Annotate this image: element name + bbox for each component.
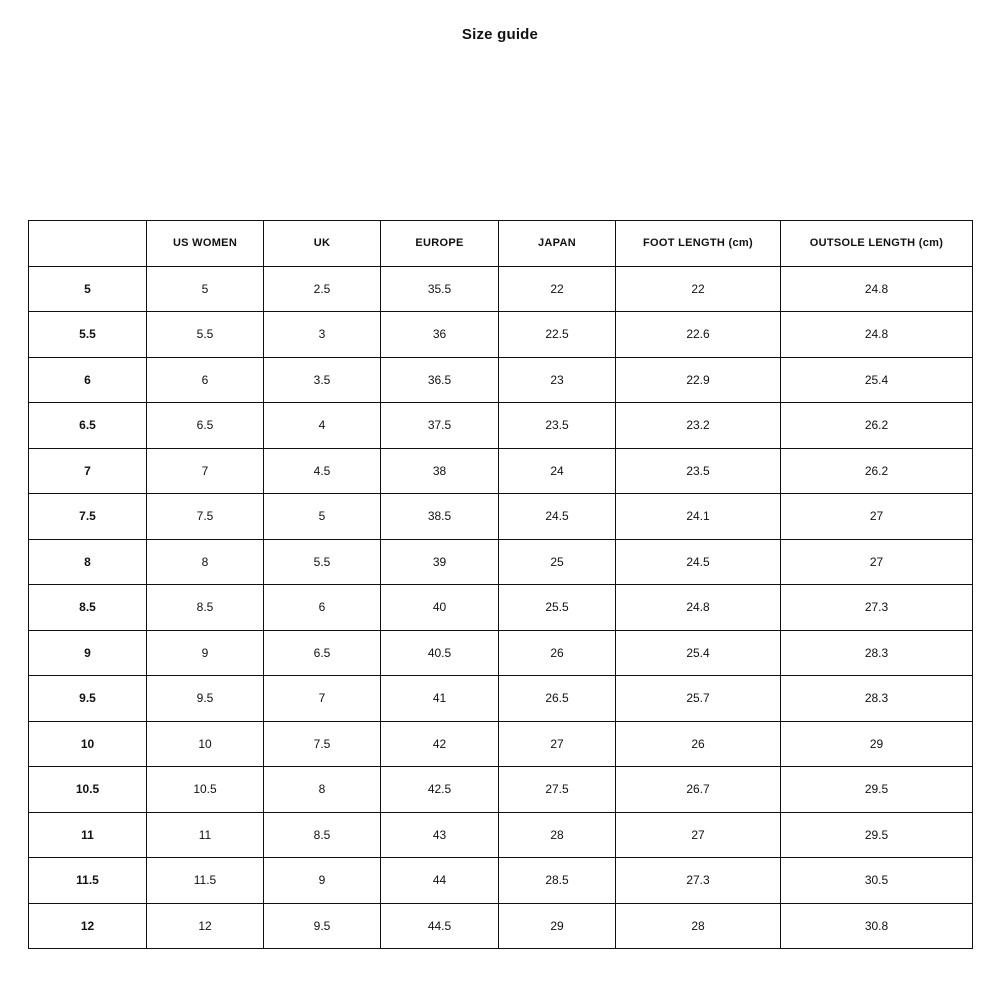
cell-japan: 27	[499, 721, 616, 767]
cell-europe: 38.5	[381, 494, 499, 540]
cell-europe: 36.5	[381, 357, 499, 403]
cell-japan: 24	[499, 448, 616, 494]
table-row	[29, 448, 973, 494]
cell-us-women: 6	[147, 357, 264, 403]
cell-uk: 3	[264, 312, 381, 358]
cell-foot-length: 24.8	[616, 585, 781, 631]
cell-us-women: 6.5	[147, 403, 264, 449]
size-guide-table-wrapper	[28, 220, 972, 949]
cell-japan: 27.5	[499, 767, 616, 813]
row-size-label: 7	[29, 448, 147, 494]
cell-us-women: 8.5	[147, 585, 264, 631]
cell-europe: 37.5	[381, 403, 499, 449]
cell-uk: 5.5	[264, 539, 381, 585]
row-size-label: 5	[29, 266, 147, 312]
cell-uk: 6	[264, 585, 381, 631]
cell-foot-length: 23.2	[616, 403, 781, 449]
cell-uk: 9	[264, 858, 381, 904]
cell-outsole-length: 25.4	[781, 357, 973, 403]
row-size-label: 12	[29, 903, 147, 949]
cell-outsole-length: 24.8	[781, 312, 973, 358]
cell-outsole-length: 30.5	[781, 858, 973, 904]
cell-outsole-length: 24.8	[781, 266, 973, 312]
row-size-label: 8.5	[29, 585, 147, 631]
cell-outsole-length: 27	[781, 539, 973, 585]
cell-us-women: 5	[147, 266, 264, 312]
cell-uk: 7	[264, 676, 381, 722]
column-header-us-women: US WOMEN	[147, 221, 264, 267]
table-row	[29, 585, 973, 631]
cell-foot-length: 27.3	[616, 858, 781, 904]
cell-us-women: 9.5	[147, 676, 264, 722]
cell-uk: 7.5	[264, 721, 381, 767]
cell-foot-length: 27	[616, 812, 781, 858]
cell-uk: 3.5	[264, 357, 381, 403]
cell-uk: 2.5	[264, 266, 381, 312]
cell-us-women: 11	[147, 812, 264, 858]
row-size-label: 6.5	[29, 403, 147, 449]
row-size-label: 9.5	[29, 676, 147, 722]
row-size-label: 11	[29, 812, 147, 858]
row-size-label: 9	[29, 630, 147, 676]
cell-europe: 43	[381, 812, 499, 858]
cell-uk: 4.5	[264, 448, 381, 494]
table-row	[29, 403, 973, 449]
cell-us-women: 8	[147, 539, 264, 585]
cell-outsole-length: 27.3	[781, 585, 973, 631]
cell-japan: 24.5	[499, 494, 616, 540]
row-size-label: 7.5	[29, 494, 147, 540]
cell-us-women: 7.5	[147, 494, 264, 540]
cell-europe: 35.5	[381, 266, 499, 312]
table-body	[29, 266, 973, 949]
cell-foot-length: 22.9	[616, 357, 781, 403]
cell-europe: 40	[381, 585, 499, 631]
cell-europe: 42.5	[381, 767, 499, 813]
cell-us-women: 12	[147, 903, 264, 949]
column-header-size	[29, 221, 147, 267]
size-guide-table	[28, 220, 973, 949]
cell-outsole-length: 29.5	[781, 812, 973, 858]
cell-outsole-length: 29.5	[781, 767, 973, 813]
table-row	[29, 630, 973, 676]
row-size-label: 6	[29, 357, 147, 403]
cell-us-women: 7	[147, 448, 264, 494]
row-size-label: 10	[29, 721, 147, 767]
cell-us-women: 9	[147, 630, 264, 676]
table-row	[29, 266, 973, 312]
column-header-outsole-length: OUTSOLE LENGTH (cm)	[781, 221, 973, 267]
cell-uk: 9.5	[264, 903, 381, 949]
row-size-label: 10.5	[29, 767, 147, 813]
cell-uk: 5	[264, 494, 381, 540]
cell-europe: 42	[381, 721, 499, 767]
cell-uk: 4	[264, 403, 381, 449]
cell-europe: 40.5	[381, 630, 499, 676]
cell-europe: 44.5	[381, 903, 499, 949]
cell-japan: 26.5	[499, 676, 616, 722]
cell-foot-length: 26.7	[616, 767, 781, 813]
cell-japan: 23	[499, 357, 616, 403]
cell-us-women: 10.5	[147, 767, 264, 813]
table-row	[29, 357, 973, 403]
table-header	[29, 221, 973, 267]
row-size-label: 11.5	[29, 858, 147, 904]
cell-foot-length: 22.6	[616, 312, 781, 358]
cell-japan: 22	[499, 266, 616, 312]
column-header-europe: EUROPE	[381, 221, 499, 267]
cell-outsole-length: 26.2	[781, 448, 973, 494]
table-row	[29, 903, 973, 949]
cell-japan: 28	[499, 812, 616, 858]
cell-europe: 44	[381, 858, 499, 904]
cell-uk: 8	[264, 767, 381, 813]
table-row	[29, 312, 973, 358]
cell-us-women: 10	[147, 721, 264, 767]
cell-outsole-length: 30.8	[781, 903, 973, 949]
cell-japan: 25	[499, 539, 616, 585]
page-title: Size guide	[461, 26, 539, 43]
table-row	[29, 539, 973, 585]
cell-europe: 39	[381, 539, 499, 585]
cell-foot-length: 22	[616, 266, 781, 312]
cell-us-women: 11.5	[147, 858, 264, 904]
table-row	[29, 767, 973, 813]
cell-foot-length: 25.7	[616, 676, 781, 722]
cell-europe: 36	[381, 312, 499, 358]
table-row	[29, 676, 973, 722]
cell-japan: 25.5	[499, 585, 616, 631]
cell-outsole-length: 28.3	[781, 630, 973, 676]
table-row	[29, 494, 973, 540]
column-header-japan: JAPAN	[499, 221, 616, 267]
table-row	[29, 812, 973, 858]
cell-japan: 22.5	[499, 312, 616, 358]
cell-foot-length: 25.4	[616, 630, 781, 676]
cell-japan: 26	[499, 630, 616, 676]
row-size-label: 8	[29, 539, 147, 585]
table-header-row	[29, 221, 973, 267]
cell-outsole-length: 28.3	[781, 676, 973, 722]
cell-europe: 38	[381, 448, 499, 494]
cell-uk: 8.5	[264, 812, 381, 858]
cell-foot-length: 26	[616, 721, 781, 767]
cell-foot-length: 24.1	[616, 494, 781, 540]
cell-foot-length: 28	[616, 903, 781, 949]
cell-outsole-length: 27	[781, 494, 973, 540]
cell-outsole-length: 29	[781, 721, 973, 767]
cell-japan: 28.5	[499, 858, 616, 904]
cell-uk: 6.5	[264, 630, 381, 676]
column-header-foot-length: FOOT LENGTH (cm)	[616, 221, 781, 267]
cell-japan: 23.5	[499, 403, 616, 449]
column-header-uk: UK	[264, 221, 381, 267]
cell-europe: 41	[381, 676, 499, 722]
table-row	[29, 858, 973, 904]
row-size-label: 5.5	[29, 312, 147, 358]
cell-outsole-length: 26.2	[781, 403, 973, 449]
cell-japan: 29	[499, 903, 616, 949]
table-row	[29, 721, 973, 767]
cell-foot-length: 24.5	[616, 539, 781, 585]
cell-us-women: 5.5	[147, 312, 264, 358]
cell-foot-length: 23.5	[616, 448, 781, 494]
